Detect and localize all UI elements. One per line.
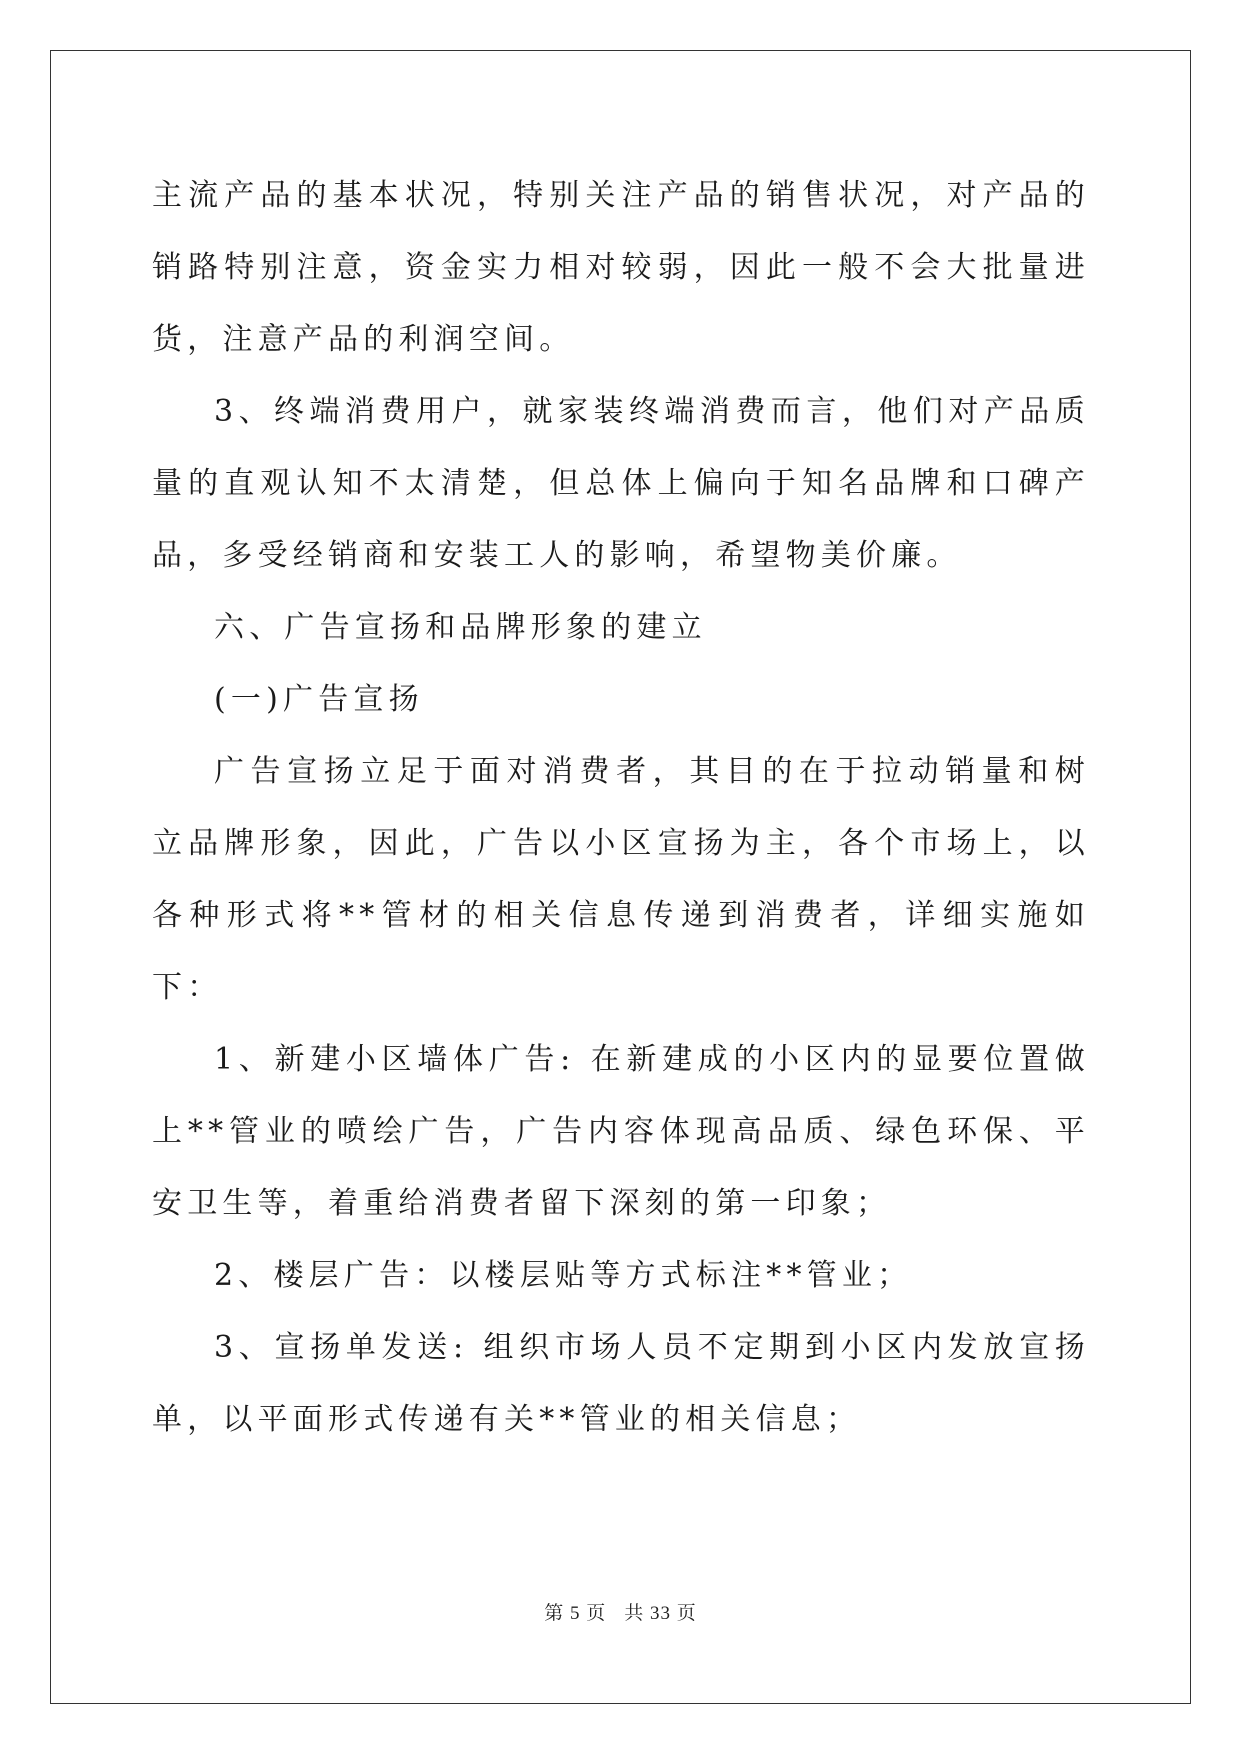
paragraph-5: 广告宣扬立足于面对消费者，其目的在于拉动销量和树立品牌形象，因此，广告以小区宣扬为主，各个市场上，以各种形式将**管材的相关信息传递到消费者，详细实施如下： xyxy=(152,754,1090,1005)
paragraph-7: 2、楼层广告：以楼层贴等方式标注**管业； xyxy=(214,1258,913,1293)
paragraph-6: 1、新建小区墙体广告: 在新建成的小区内的显要位置做上**管业的喷绘广告，广告内容体现高品质、绿色环保、平安卫生等，着重给消费者留下深刻的第一印象； xyxy=(152,1042,1090,1221)
paragraph-8: 3、宣扬单发送: 组织市场人员不定期到小区内发放宣扬单，以平面形式传递有关**管业的相关信息； xyxy=(152,1330,1090,1437)
paragraph-1: 主流产品的基本状况，特别关注产品的销售状况，对产品的销路特别注意，资金实力相对较弱，因此一般不会大批量进货，注意产品的利润空间。 xyxy=(152,178,1090,357)
paragraph-2: 3、终端消费用户，就家装终端消费而言，他们对产品质量的直观认知不太清楚，但总体上偏向于知名品牌和口碑产品，多受经销商和安装工人的影响，希望物美价廉。 xyxy=(152,394,1090,573)
page-footer xyxy=(0,1598,1241,1625)
section-heading: 六、广告宣扬和品牌形象的建立 xyxy=(214,610,707,645)
page-total: 共 33 页 xyxy=(624,1603,697,1624)
page-number: 第 5 页 xyxy=(544,1603,607,1624)
subsection-heading: (一)广告宣扬 xyxy=(214,682,424,717)
document-body xyxy=(152,160,1090,1456)
